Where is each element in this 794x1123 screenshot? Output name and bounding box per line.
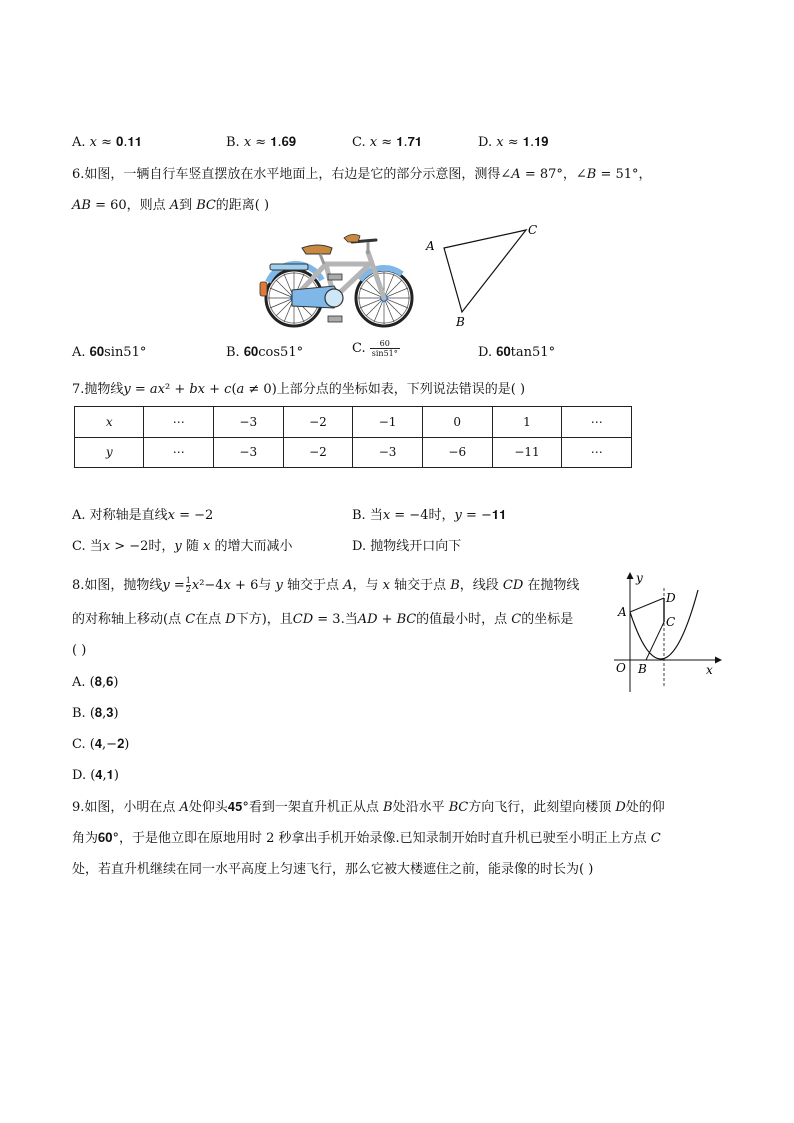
point-b-label: B xyxy=(638,662,647,676)
q9-stem-line1: 9.如图，小明在点 𝐴处仰头𝟒𝟓°看到一架直升机正从点 𝐵处沿水平 𝐵𝐶方向飞行，此刻望向楼顶 𝐷处的仰 xyxy=(72,800,665,815)
table-cell: ⋯ xyxy=(144,437,214,468)
q9-stem-line3: 处，若直升机继续在同一水平高度上匀速飞行，那么它被大楼遮住之前，能录像的时长为( ) xyxy=(72,862,594,877)
q6-stem-line1: 6.如图，一辆自行车竖直摆放在水平地面上，右边是它的部分示意图，测得∠𝐴 = 87°，∠𝐵 = 51°， xyxy=(72,167,652,182)
point-d-label: D xyxy=(666,591,676,605)
q7-option-a: A. 对称轴是直线𝑥 = −2 xyxy=(72,508,214,523)
vertex-a-label: A xyxy=(426,239,435,253)
q6-option-c-denominator: sin51° xyxy=(371,349,398,358)
table-cell: ⋯ xyxy=(562,407,632,438)
table-row xyxy=(75,407,632,438)
q5-option-c: C. 𝑥 ≈ 𝟏.𝟕𝟏 xyxy=(352,135,423,150)
q8-fraction xyxy=(186,577,191,594)
q6-option-d: D. 𝟔𝟎tan51° xyxy=(478,345,556,360)
table-cell: −3 xyxy=(213,407,283,438)
q8-stem-line1 xyxy=(72,577,579,594)
table-cell: 1 xyxy=(492,407,562,438)
q8-option-d: D. (𝟒,𝟏) xyxy=(72,768,119,783)
point-c-label: C xyxy=(666,615,676,629)
table-cell: −2 xyxy=(283,437,353,468)
q5-option-a: A. 𝑥 ≈ 𝟎.𝟏𝟏 xyxy=(72,135,142,150)
origin-label: O xyxy=(616,661,626,675)
q6-option-b: B. 𝟔𝟎cos51° xyxy=(226,345,304,360)
q8-stem-line2: 的对称轴上移动(点 𝐶在点 𝐷下方)，且𝐶𝐷 = 3.当𝐴𝐷 + 𝐵𝐶的值最小时，点 𝐶的坐标是 xyxy=(72,612,574,627)
vertex-c-label: C xyxy=(528,223,538,237)
table-cell: ⋯ xyxy=(144,407,214,438)
triangle-abc-diagram xyxy=(424,222,544,330)
table-cell: −6 xyxy=(422,437,492,468)
q8-fraction-numerator: 1 xyxy=(185,576,191,585)
q6-option-c-prefix: C. xyxy=(352,341,366,356)
x-axis-label: x xyxy=(706,663,713,677)
q5-option-b: B. 𝑥 ≈ 𝟏.𝟔𝟗 xyxy=(226,135,297,150)
q6-option-a: A. 𝟔𝟎sin51° xyxy=(72,345,147,360)
q6-option-c-fraction xyxy=(370,339,400,358)
table-cell: −11 xyxy=(492,437,562,468)
table-cell: ⋯ xyxy=(562,437,632,468)
table-cell: 0 xyxy=(422,407,492,438)
table-cell: −2 xyxy=(283,407,353,438)
q6-option-c xyxy=(352,339,400,358)
table-cell: 𝑥 xyxy=(75,407,144,438)
q8-stem-part2: 𝑥²−4𝑥 + 6与 𝑦 轴交于点 𝐴，与 𝑥 轴交于点 𝐵，线段 𝐶𝐷 在抛物线 xyxy=(191,578,580,593)
y-axis-label: y xyxy=(636,571,643,585)
table-cell: −3 xyxy=(213,437,283,468)
table-row xyxy=(75,437,632,468)
q8-stem-part1: 8.如图，抛物线𝑦 = xyxy=(72,578,185,593)
q8-option-a: A. (𝟖,𝟔) xyxy=(72,675,119,690)
segment-ad xyxy=(630,598,664,612)
point-a-label: A xyxy=(618,605,627,619)
q7-option-b: B. 当𝑥 = −4时，𝑦 = −𝟏𝟏 xyxy=(352,508,507,523)
q6-option-c-numerator: 60 xyxy=(370,339,400,349)
segment-bc xyxy=(646,622,664,660)
triangle-abc xyxy=(444,230,526,312)
vertex-b-label: B xyxy=(456,315,465,329)
parabola-graph xyxy=(608,566,724,696)
table-cell: 𝑦 xyxy=(75,437,144,468)
table-cell: −3 xyxy=(353,437,423,468)
table-cell: −1 xyxy=(353,407,423,438)
q6-stem-line2: 𝐴𝐵 = 60，则点 𝐴到 𝐵𝐶的距离( ) xyxy=(72,198,270,213)
q7-stem: 7.抛物线𝑦 = 𝑎𝑥² + 𝑏𝑥 + 𝑐(𝑎 ≠ 0)上部分点的坐标如表，下列说法错误的是( ) xyxy=(72,382,526,397)
q8-option-b: B. (𝟖,𝟑) xyxy=(72,706,119,721)
bicycle-illustration xyxy=(256,228,416,330)
q7-option-d: D. 抛物线开口向下 xyxy=(352,539,462,554)
q5-option-d: D. 𝑥 ≈ 𝟏.𝟏𝟗 xyxy=(478,135,549,150)
q8-fraction-denominator: 2 xyxy=(185,585,191,594)
q8-option-c: C. (𝟒,−𝟐) xyxy=(72,737,130,752)
q7-option-c: C. 当𝑥 > −2时，𝑦 随 𝑥 的增大而减小 xyxy=(72,539,293,554)
q9-stem-line2: 角为𝟔𝟎°，于是他立即在原地用时 2 秒拿出手机开始录像.已知录制开始时直升机已驶至小明正上方点 𝐶 xyxy=(72,831,661,846)
q7-value-table xyxy=(74,406,632,468)
q8-stem-line3: ( ) xyxy=(72,643,87,658)
